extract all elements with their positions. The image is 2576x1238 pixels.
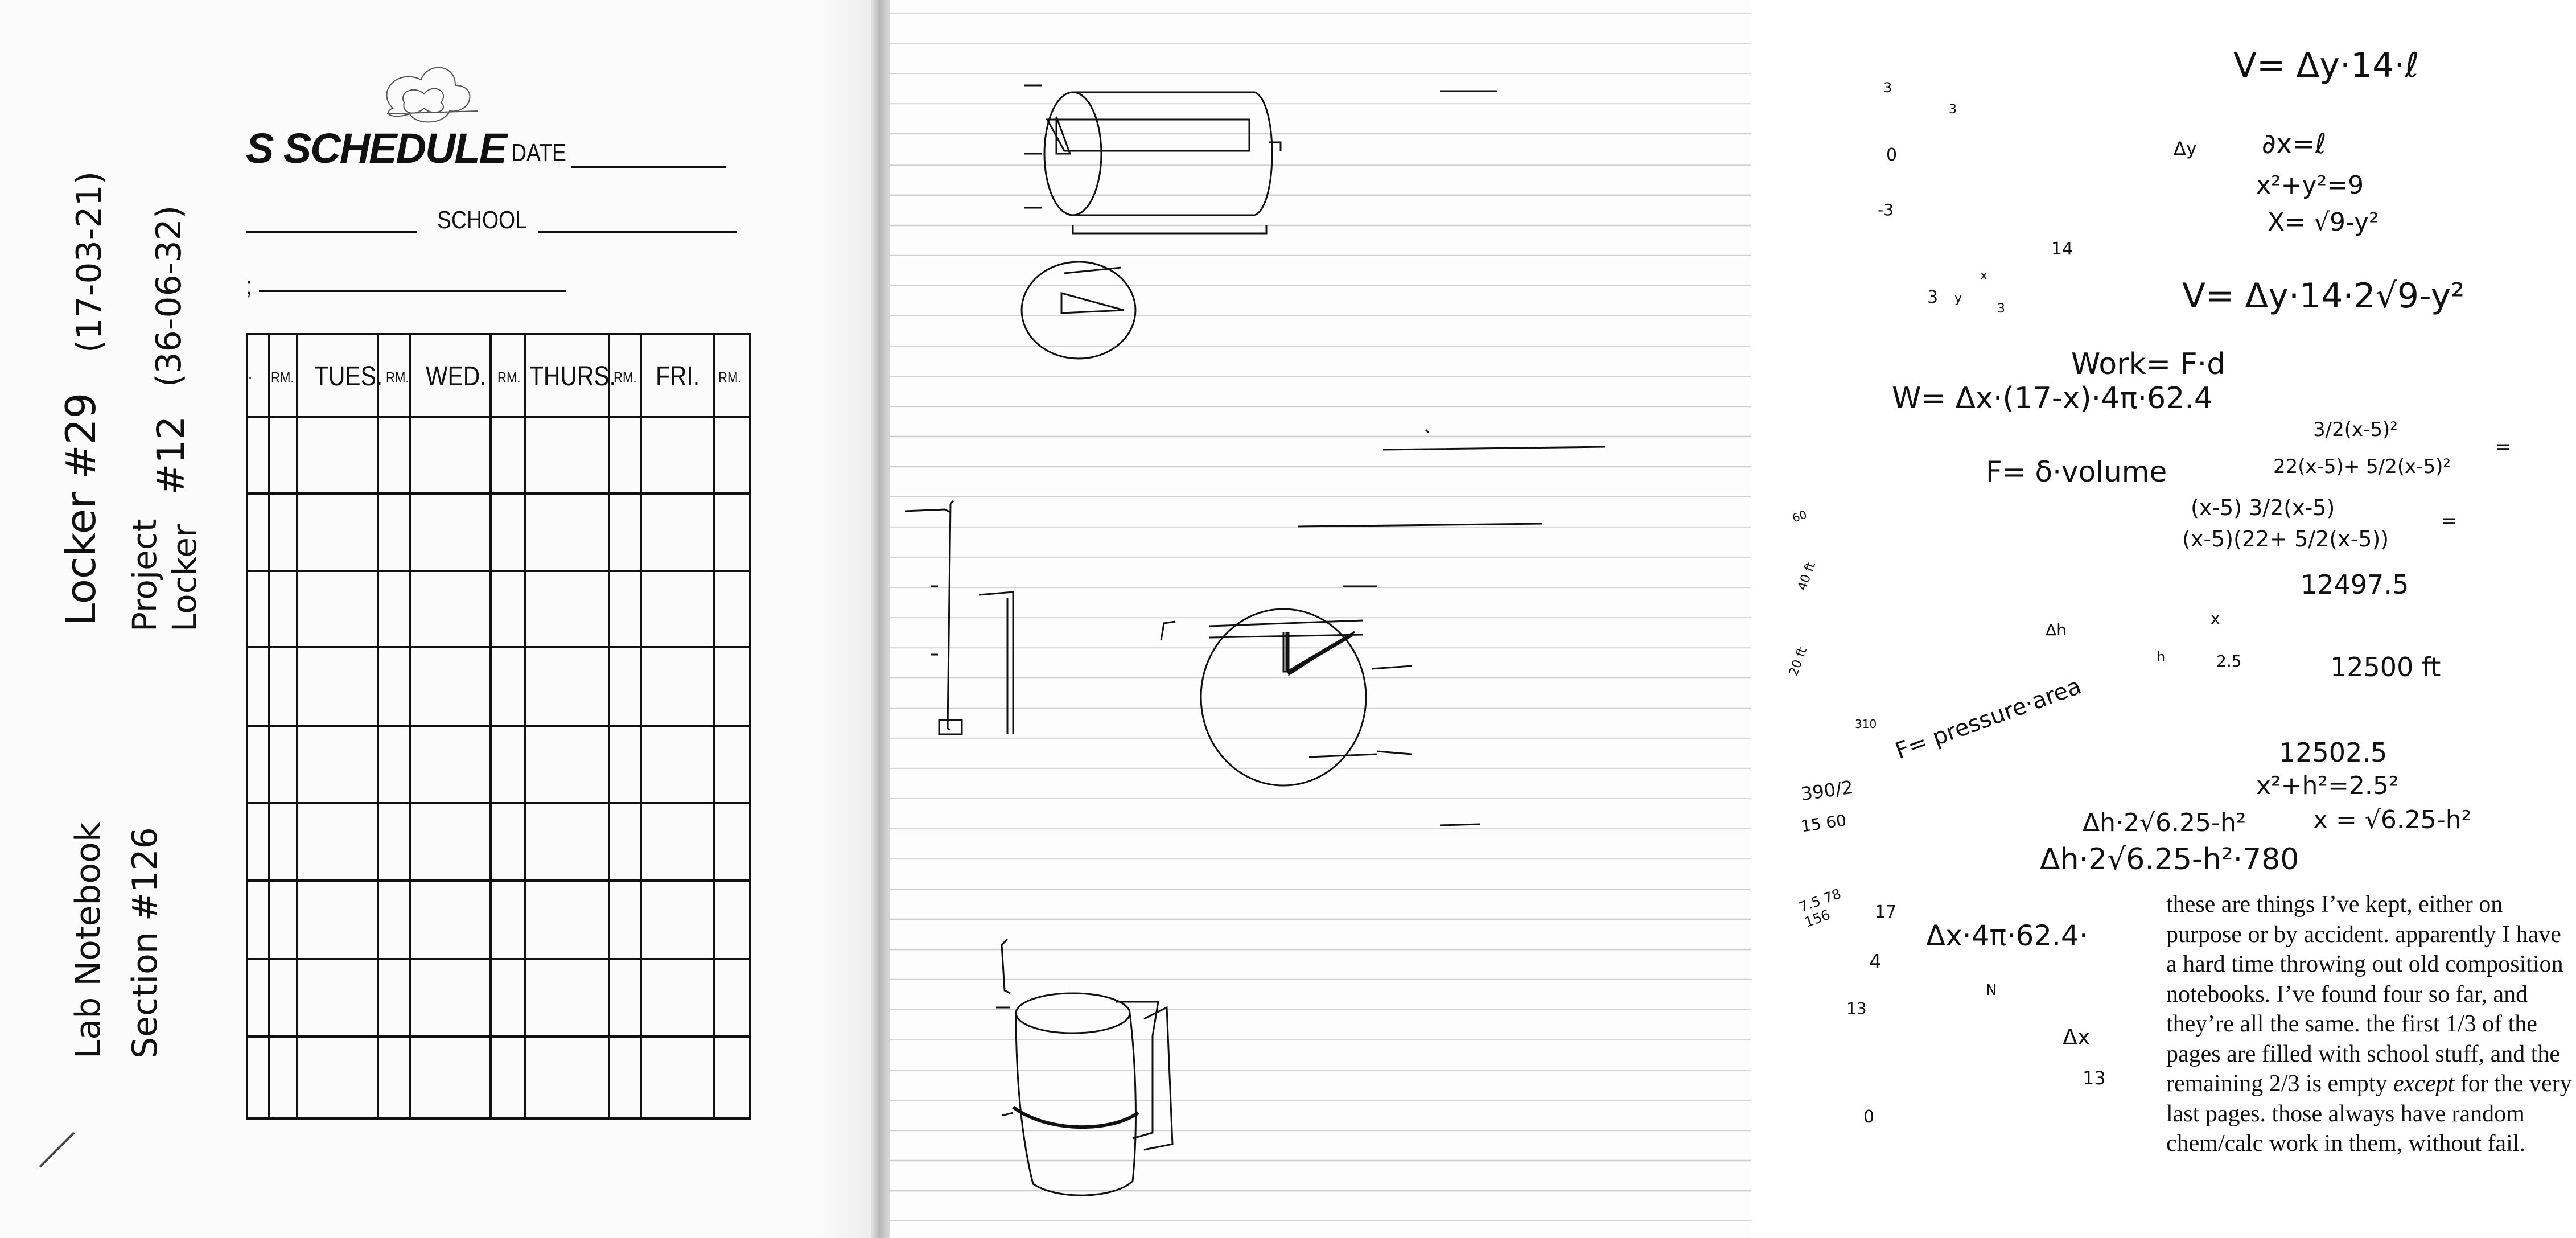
locker-code-text: (17-03-21) — [69, 171, 109, 353]
mug-label-top: N — [1986, 982, 1997, 999]
name-line — [246, 231, 417, 233]
tower-label-a: 40 ft — [1795, 560, 1818, 593]
big-circle-r: 2.5 — [2216, 652, 2242, 671]
tower-label-d: 60 — [1790, 507, 1809, 525]
locker-text: Locker #29 — [57, 392, 105, 626]
mug-label-a: 17 — [1875, 902, 1897, 922]
mug-label-e: Δx — [2063, 1025, 2091, 1050]
margin-calc-2: 15 60 — [1800, 811, 1848, 836]
depth-value-3: 12502.5 — [2279, 737, 2388, 768]
tower-label-b: 20 ft — [1787, 645, 1810, 678]
cyl-label-length: 14 — [2051, 239, 2073, 259]
work-formula-2: Δx·4π·62.4· — [1926, 919, 2088, 952]
cyl-label-bottom: -3 — [1878, 200, 1894, 219]
cyl-label-tri: 3 — [1949, 102, 1957, 117]
col-header-2: TUES. — [314, 361, 383, 392]
volume-formula-2: V= Δy·14·2√9-y² — [2182, 276, 2465, 316]
depth-value-2: 12500 ft — [2330, 652, 2441, 682]
dx-equation: ∂x=ℓ — [2262, 128, 2327, 160]
force-definition: F= δ·volume — [1986, 455, 2167, 488]
col-header-6: THURS. — [529, 361, 616, 392]
tower-label-c: 310 — [1855, 717, 1877, 731]
big-circle-h: h — [2157, 649, 2166, 665]
paragraph-part-2: for the very last pages. those always have random chem/calc work in them, without fail. — [2166, 1071, 2572, 1157]
corner-mark — [34, 1116, 125, 1173]
big-circle-dh: Δh — [2046, 620, 2067, 639]
big-circle-x: x — [2211, 609, 2220, 628]
schedule-grid — [246, 333, 752, 1121]
project-code-text: (36-06-32) — [149, 205, 189, 387]
typed-paragraph — [2166, 890, 2576, 1159]
small-circle-x: x — [1980, 269, 1988, 283]
section-text: Section #126 — [125, 827, 165, 1059]
col-header-1: RM. — [271, 369, 294, 386]
mug-label-c: 13 — [1846, 999, 1867, 1018]
equals-sign-1: = — [2495, 435, 2512, 458]
margin-calc-3: 7.5 78 156 — [1797, 885, 1843, 931]
left-page — [0, 0, 877, 1238]
col-header-3: RM. — [386, 369, 409, 386]
col-header-0: . — [248, 364, 253, 383]
equals-sign-2: = — [2441, 509, 2458, 532]
fraction-1-numerator: 3/2(x-5)² — [2313, 418, 2398, 441]
project-number-text: #12 — [149, 416, 193, 495]
school-line — [538, 231, 737, 233]
strip-force: Δh·2√6.25-h²·780 — [2040, 842, 2299, 877]
notes-sketches — [890, 0, 1751, 1238]
strip-area: Δh·2√6.25-h² — [2083, 808, 2246, 837]
partial-label: ; — [246, 272, 252, 300]
form-title: S SCHEDULE — [246, 125, 506, 172]
x-solution: X= √9-y² — [2268, 208, 2379, 237]
cyl-label-mid: 0 — [1886, 145, 1898, 165]
date-label: DATE — [511, 139, 566, 167]
work-definition: Work= F·d — [2071, 347, 2226, 381]
locker-word-text: Locker — [165, 524, 204, 632]
lab-notebook-text: Lab Notebook — [68, 822, 108, 1059]
cyl-label-dy: Δy — [2174, 138, 2197, 159]
fraction-2-denominator: (x-5)(22+ 5/2(x-5)) — [2182, 527, 2389, 552]
x-solution-2: x = √6.25-h² — [2313, 805, 2472, 834]
school-label: SCHOOL — [437, 206, 527, 234]
small-circle-s: 3 — [1997, 302, 2005, 316]
paragraph-part-1: these are things I’ve kept, either on purpose or by accident. apparently I have a hard time throwing out old composition notebooks. I’ve found four so far, and they’re all the same. the first 1/3 of the pages are filled with school stuff, and the remaining 2/3 is empty — [2166, 891, 2563, 1097]
mug-label-f: 13 — [2083, 1067, 2106, 1089]
paragraph-emphasis: except — [2393, 1071, 2455, 1097]
teacher-line — [259, 290, 566, 292]
volume-formula: V= Δy·14·ℓ — [2233, 46, 2419, 85]
depth-value-1: 12497.5 — [2301, 569, 2409, 600]
cyl-label-top: 3 — [1883, 80, 1892, 96]
circle-equation: x²+y²=9 — [2256, 171, 2364, 200]
col-header-8: FRI. — [656, 361, 700, 392]
margin-calc-1: 390/2 — [1799, 776, 1855, 805]
right-page — [890, 0, 2572, 1238]
project-text: Project — [125, 519, 164, 632]
date-line — [571, 166, 726, 168]
small-circle-r: 3 — [1927, 287, 1939, 307]
circle-equation-2: x²+h²=2.5² — [2256, 771, 2399, 800]
col-header-9: RM. — [718, 369, 742, 386]
book-gutter — [871, 0, 890, 1238]
mug-label-b: 4 — [1869, 951, 1882, 973]
small-circle-y: y — [1954, 291, 1962, 306]
col-header-4: WED. — [426, 361, 487, 392]
mug-label-d: 0 — [1863, 1107, 1875, 1127]
col-header-7: RM. — [614, 369, 637, 386]
fraction-2-numerator: (x-5) 3/2(x-5) — [2191, 495, 2335, 520]
col-header-5: RM. — [497, 369, 521, 386]
scribble-doodle — [370, 57, 484, 131]
pressure-formula: F= pressure·area — [1892, 673, 2085, 765]
fraction-1-denominator: 22(x-5)+ 5/2(x-5)² — [2273, 455, 2451, 478]
work-formula: W= Δx·(17-x)·4π·62.4 — [1892, 381, 2213, 416]
